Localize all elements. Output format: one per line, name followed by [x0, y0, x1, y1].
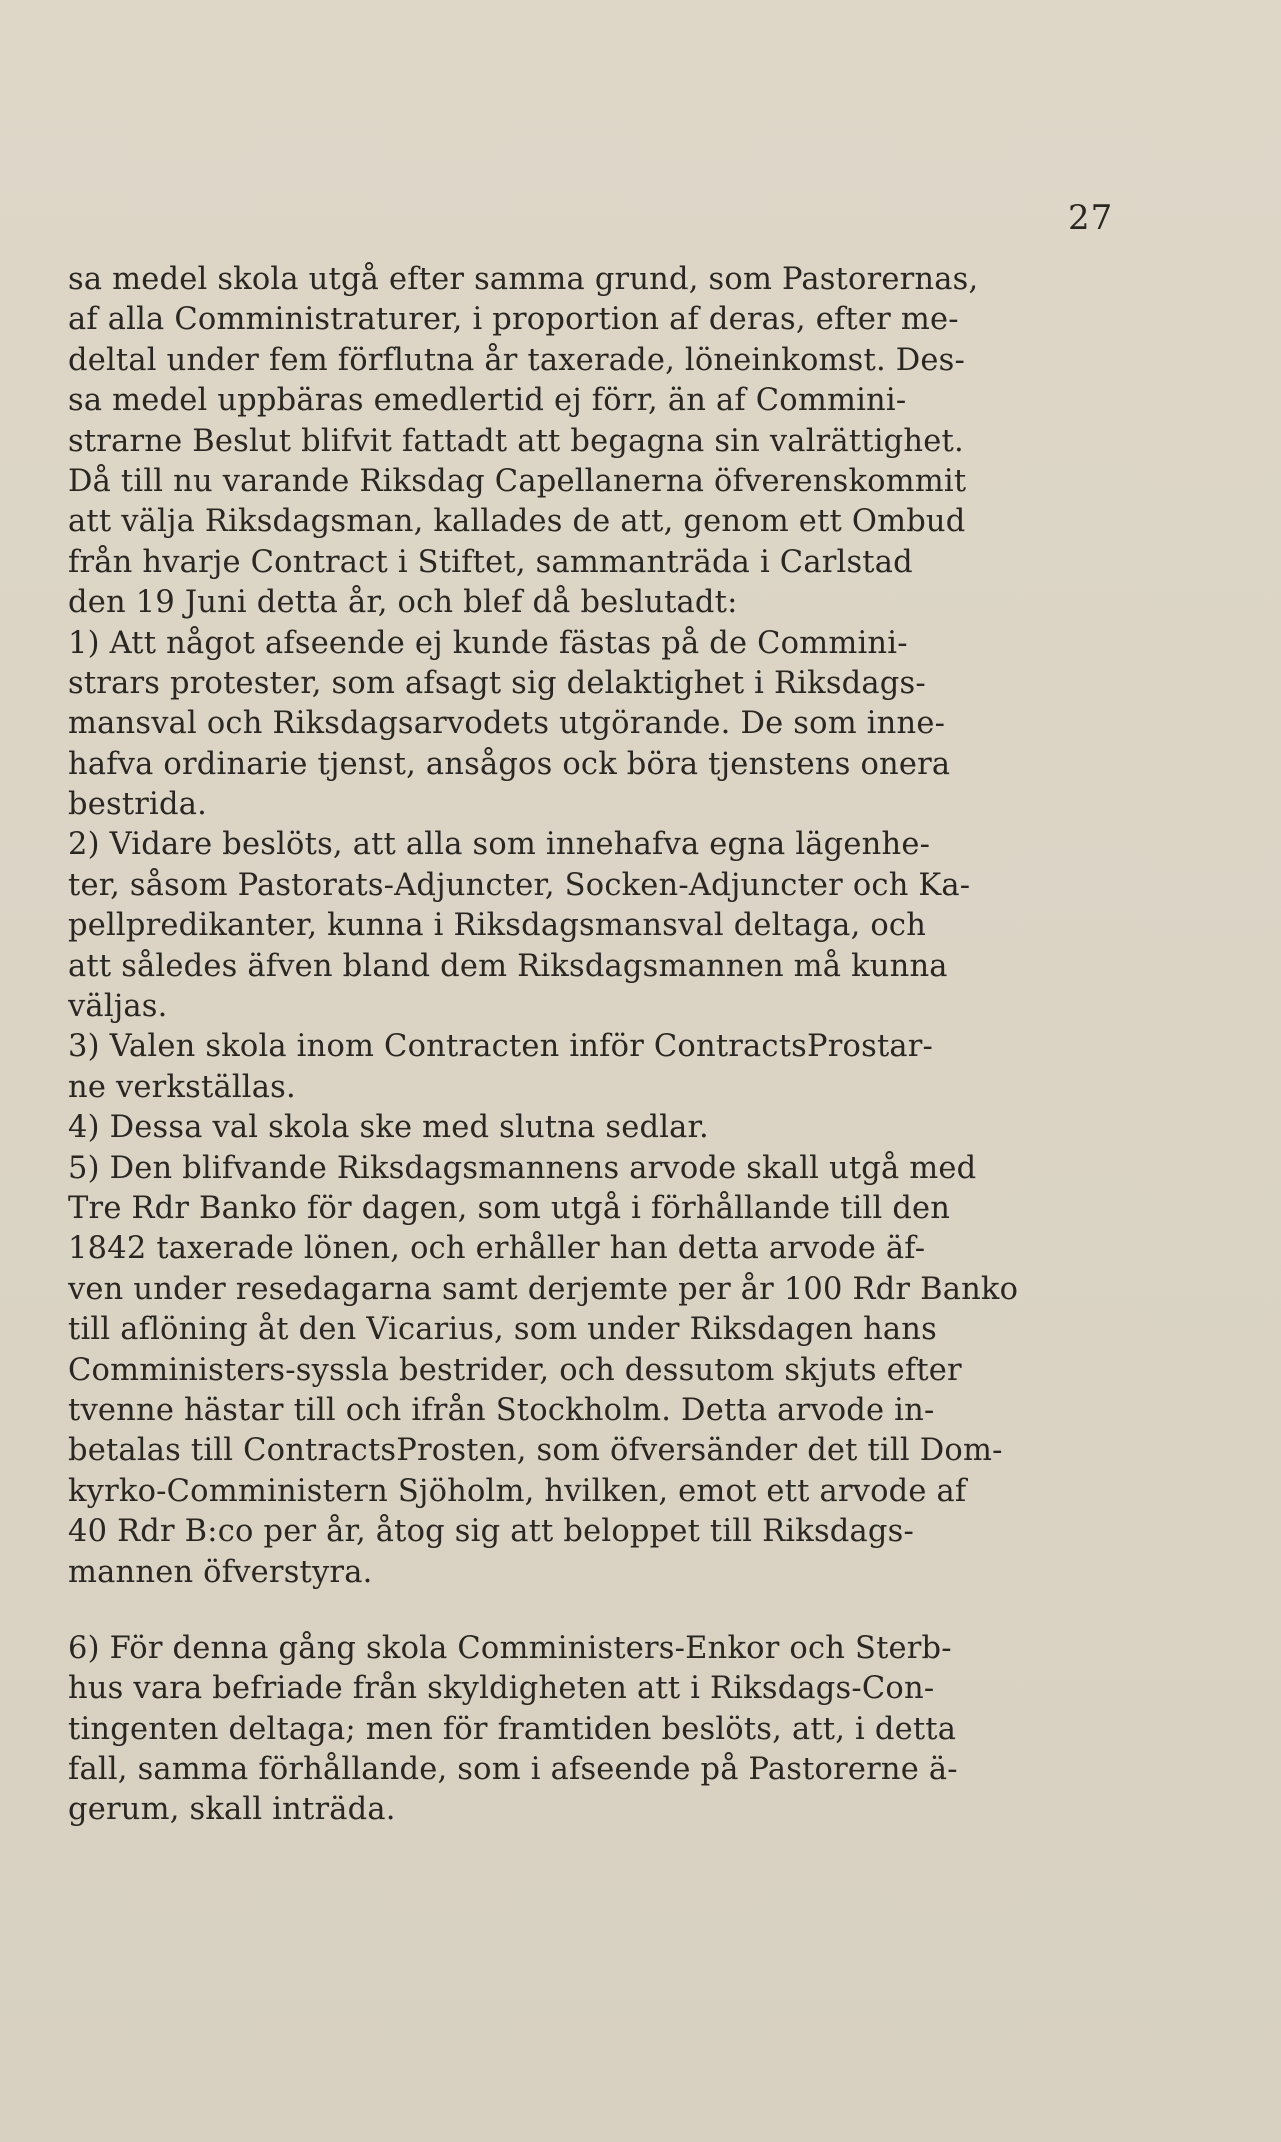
paragraph-5-line: kyrko-Comministern Sjöholm, hvilken, emot ett arvode af — [68, 1473, 967, 1509]
paragraph-1-line: hafva ordinarie tjenst, ansågos ock böra tjenstens onera — [68, 746, 951, 782]
paragraph-1-line: mansval och Riksdagsarvodets utgörande. De som inne- — [68, 706, 946, 742]
text-line: att välja Riksdagsman, kallades de att, genom ett Ombud — [68, 504, 966, 540]
paragraph-1-line: 1) Att något afseende ej kunde fästas på de Commini- — [68, 625, 908, 661]
body-text — [68, 260, 1168, 1831]
paragraph-6-line: tingenten deltaga; men för framtiden beslöts, att, i detta — [68, 1711, 957, 1747]
paragraph-6-line: hus vara befriade från skyldigheten att i Riksdags-Con- — [68, 1671, 935, 1707]
paragraph-2-line: 2) Vidare beslöts, att alla som innehafva egna lägenhe- — [68, 827, 931, 863]
text-line: af alla Comministraturer, i proportion af deras, efter me- — [68, 302, 959, 338]
paragraph-6-line: 6) För denna gång skola Comministers-Enkor och Sterb- — [68, 1630, 952, 1666]
paragraph-2-line: pellpredikanter, kunna i Riksdagsmansval deltaga, och — [68, 908, 927, 944]
text-line: från hvarje Contract i Stiftet, sammanträda i Carlstad — [68, 544, 913, 580]
text-line: Då till nu varande Riksdag Capellanerna öfverenskommit — [68, 463, 967, 499]
text-line: sa medel skola utgå efter samma grund, som Pastorernas, — [68, 262, 979, 297]
paragraph-1-line: strars protester, som afsagt sig delaktighet i Riksdags- — [68, 665, 926, 701]
paragraph-5-line: 40 Rdr B:co per år, åtog sig att beloppet till Riksdags- — [68, 1514, 914, 1550]
paragraph-6-line: gerum, skall inträda. — [68, 1792, 396, 1828]
text-line: deltal under fem förflutna år taxerade, löneinkomst. Des- — [68, 342, 966, 378]
paragraph-5-line: mannen öfverstyra. — [68, 1554, 373, 1590]
paragraph-6-line: fall, samma förhållande, som i afseende på Pastorerne ä- — [68, 1752, 958, 1788]
paragraph-5-line: betalas till ContractsProsten, som öfversänder det till Dom- — [68, 1433, 1003, 1469]
paragraph-5-line: Comministers-syssla bestrider, och dessutom skjuts efter — [68, 1352, 962, 1388]
paragraph-1-line: bestrida. — [68, 787, 208, 823]
paragraph-5-line: tvenne hästar till och ifrån Stockholm. Detta arvode in- — [68, 1392, 935, 1428]
paragraph-2-line: att således äfven bland dem Riksdagsmannen må kunna — [68, 948, 948, 984]
paragraph-2-line: ter, såsom Pastorats-Adjuncter, Socken-Adjuncter och Ka- — [68, 867, 971, 903]
text-line: den 19 Juni detta år, och blef då beslutadt: — [68, 585, 738, 621]
paragraph-4-line: 4) Dessa val skola ske med slutna sedlar. — [68, 1110, 709, 1146]
paragraph-5-line: till aflöning åt den Vicarius, som under Riksdagen hans — [68, 1312, 938, 1348]
text-line: strarne Beslut blifvit fattadt att begagna sin valrättighet. — [68, 423, 964, 459]
paragraph-5-line: 1842 taxerade lönen, och erhåller han detta arvode äf- — [68, 1231, 926, 1267]
paragraph-5-line: Tre Rdr Banko för dagen, som utgå i förhållande till den — [68, 1190, 951, 1226]
text-line: sa medel uppbäras emedlertid ej förr, än af Commini- — [68, 383, 907, 419]
paragraph-2-line: väljas. — [68, 989, 168, 1025]
paragraph-5-line: ven under resedagarna samt derjemte per år 100 Rdr Banko — [68, 1271, 1019, 1307]
paragraph-5-line: 5) Den blifvande Riksdagsmannens arvode skall utgå med — [68, 1150, 977, 1186]
page-number: 27 — [1068, 198, 1114, 238]
paragraph-3-line: 3) Valen skola inom Contracten inför ContractsProstar- — [68, 1029, 934, 1065]
paragraph-spacer — [68, 1593, 1168, 1629]
paragraph-3-line: ne verkställas. — [68, 1069, 296, 1105]
